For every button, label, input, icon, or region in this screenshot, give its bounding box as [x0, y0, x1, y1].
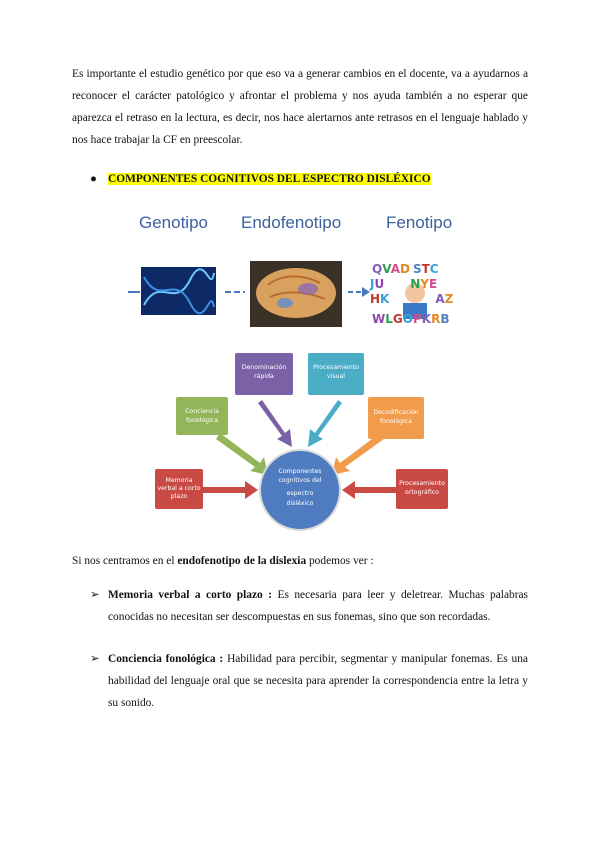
- svg-text:Conciencia: Conciencia: [185, 408, 219, 415]
- item-text: Es necesaria para leer y deletrear. Muchas palabras conocidas no necesitan ser descompuestas en sus fonemas, sino que son recordadas.: [108, 589, 528, 623]
- list-item-conciencia: [90, 648, 528, 714]
- section-heading: [90, 168, 431, 190]
- lead-sentence: [72, 550, 528, 572]
- arrow-denominacion: [258, 400, 292, 447]
- svg-text:Procesamiento: Procesamiento: [313, 364, 359, 371]
- node-conciencia: [176, 397, 228, 435]
- svg-text:cognitivos del: cognitivos del: [278, 477, 322, 484]
- genotype-figure-labels: [0, 213, 600, 243]
- node-decodificacion: [368, 397, 424, 439]
- svg-text:espectro: espectro: [286, 490, 314, 497]
- node-ortografico: [396, 469, 448, 509]
- brain-image: [250, 261, 342, 327]
- svg-text:rápida: rápida: [254, 373, 274, 380]
- svg-text:Componentes: Componentes: [278, 468, 322, 475]
- svg-text:Memoria: Memoria: [165, 477, 193, 484]
- label-fenotipo: Fenotipo: [386, 213, 453, 232]
- phenotype-image: [369, 262, 454, 326]
- svg-text:verbal a corto: verbal a corto: [157, 485, 201, 492]
- svg-text:ortográfico: ortográfico: [405, 489, 439, 496]
- lead-before: Si nos centramos en el: [72, 555, 178, 567]
- dna-image: [141, 267, 216, 315]
- phenotype-letters-row3: HK AZ: [370, 292, 454, 306]
- list-item-memoria: [90, 584, 528, 628]
- phenotype-letters-row4: WLGOPKRB: [372, 312, 450, 326]
- diagram-center-node: [260, 450, 340, 530]
- cognitive-components-diagram: [150, 345, 450, 535]
- arrow-ortografico: [342, 481, 398, 499]
- svg-text:plazo: plazo: [170, 493, 188, 500]
- svg-text:Decodificación: Decodificación: [373, 409, 419, 416]
- node-denominacion: [235, 353, 293, 395]
- arrowhead-bullet-icon: ➢: [90, 589, 100, 601]
- svg-text:Procesamiento: Procesamiento: [399, 480, 445, 487]
- lead-after: podemos ver :: [306, 555, 374, 567]
- svg-text:visual: visual: [326, 373, 346, 380]
- section-heading-text: COMPONENTES COGNITIVOS DEL ESPECTRO DISLÉXICO: [108, 173, 431, 185]
- bullet-icon: ●: [90, 173, 97, 185]
- item-term: Memoria verbal a corto plazo :: [108, 589, 273, 601]
- svg-text:fonológica: fonológica: [185, 417, 219, 424]
- arrow-conciencia: [216, 433, 268, 475]
- svg-text:Denominación: Denominación: [241, 364, 287, 371]
- svg-text:fonológica: fonológica: [379, 418, 413, 425]
- node-procesamiento-visual: [308, 353, 364, 395]
- label-endofenotipo: Endofenotipo: [241, 213, 342, 232]
- node-memoria: [155, 469, 203, 509]
- genotype-figure: [120, 255, 480, 330]
- arrow-procesamiento-visual: [308, 400, 342, 447]
- intro-paragraph: Es importante el estudio genético por que eso va a generar cambios en el docente, va a ayudarnos a reconocer el carácter patológico y afrontar el problema y nos ayuda también a no esperar que aparezca el retraso en la lectura, es decir, nos hace alertarnos ante retrasos en el lenguaje hablado y nos hace trabajar la CF en preescolar.: [72, 68, 528, 146]
- label-genotipo: Genotipo: [139, 213, 208, 232]
- arrowhead-bullet-icon: ➢: [90, 653, 100, 665]
- item-text: Habilidad para percibir, segmentar y manipular fonemas. Es una habilidad del lenguaje oral que se necesita para aprender la correspondencia entre la letra y su sonido.: [108, 653, 528, 709]
- arrow-decodificacion: [332, 433, 384, 475]
- phenotype-letters-row2: JU NYE: [370, 277, 438, 291]
- svg-text:disléxico: disléxico: [286, 500, 314, 507]
- item-term: Conciencia fonológica :: [108, 653, 224, 665]
- phenotype-letters-row1: QVAD STC: [372, 262, 439, 276]
- lead-bold: endofenotipo de la dislexia: [177, 555, 307, 567]
- arrow-memoria: [202, 481, 258, 499]
